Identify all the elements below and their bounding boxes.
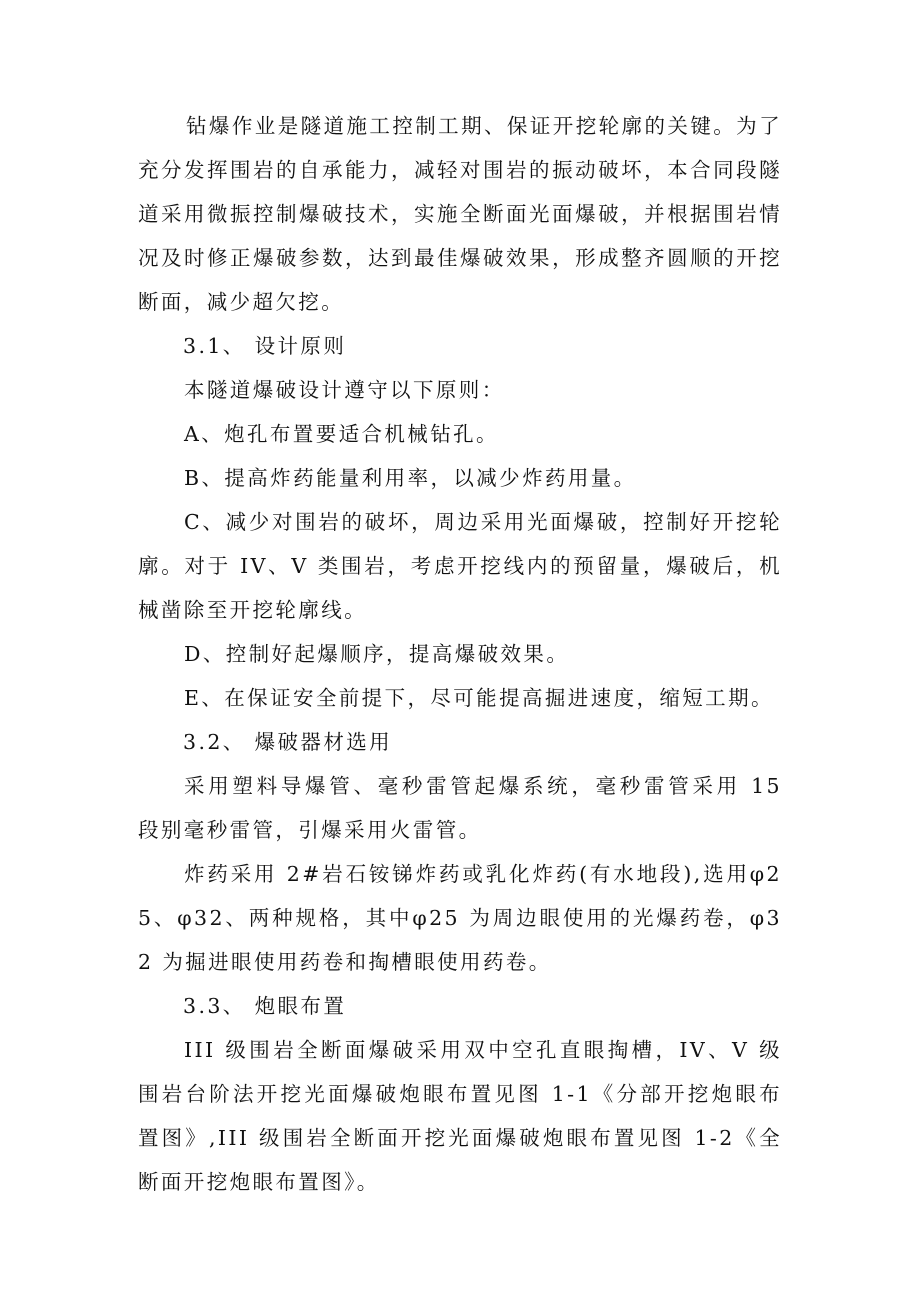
paragraph-blasthole-layout: III 级围岩全断面爆破采用双中空孔直眼掏槽，IV、V 级围岩台阶法开挖光面爆破炮眼布置见图 1-1《分部开挖炮眼布置图》,III 级围岩全断面开挖光面爆破炮眼布置见图 1-2《全断面开挖炮眼布置图》。	[138, 1038, 782, 1194]
principle-item-c: C、减少对围岩的破坏，周边采用光面爆破，控制好开挖轮廓。对于 IV、V 类围岩，考虑开挖线内的预留量，爆破后，机械凿除至开挖轮廓线。	[138, 510, 782, 622]
principle-item-d: D、控制好起爆顺序，提高爆破效果。	[184, 642, 570, 666]
paragraph-explosive: 炸药采用 2#岩石铵锑炸药或乳化炸药(有水地段),选用φ25、φ32、两种规格，其中φ25 为周边眼使用的光爆药卷，φ32 为掘进眼使用药卷和掏槽眼使用药卷。	[138, 862, 782, 974]
principle-item-a: A、炮孔布置要适合机械钻孔。	[184, 422, 499, 446]
paragraph-intro: 钻爆作业是隧道施工控制工期、保证开挖轮廓的关键。为了充分发挥围岩的自承能力，减轻对围岩的振动破坏，本合同段隧道采用微振控制爆破技术，实施全断面光面爆破，并根据围岩情况及时修正爆破参数，达到最佳爆破效果，形成整齐圆顺的开挖断面，减少超欠挖。	[138, 114, 782, 314]
principle-item-e: E、在保证安全前提下，尽可能提高掘进速度，缩短工期。	[184, 686, 774, 710]
paragraph-detonator: 采用塑料导爆管、毫秒雷管起爆系统，毫秒雷管采用 15 段别毫秒雷管，引爆采用火雷管。	[138, 774, 782, 842]
section-heading-design-principles: 3.1、 设计原则	[183, 334, 347, 358]
principle-item-b: B、提高炸药能量利用率，以减少炸药用量。	[184, 466, 637, 490]
paragraph-principles-lead: 本隧道爆破设计遵守以下原则：	[184, 378, 505, 402]
section-heading-blasting-materials: 3.2、 爆破器材选用	[183, 730, 393, 754]
section-heading-blasthole-layout: 3.3、 炮眼布置	[183, 994, 347, 1018]
document-body	[138, 104, 782, 1204]
